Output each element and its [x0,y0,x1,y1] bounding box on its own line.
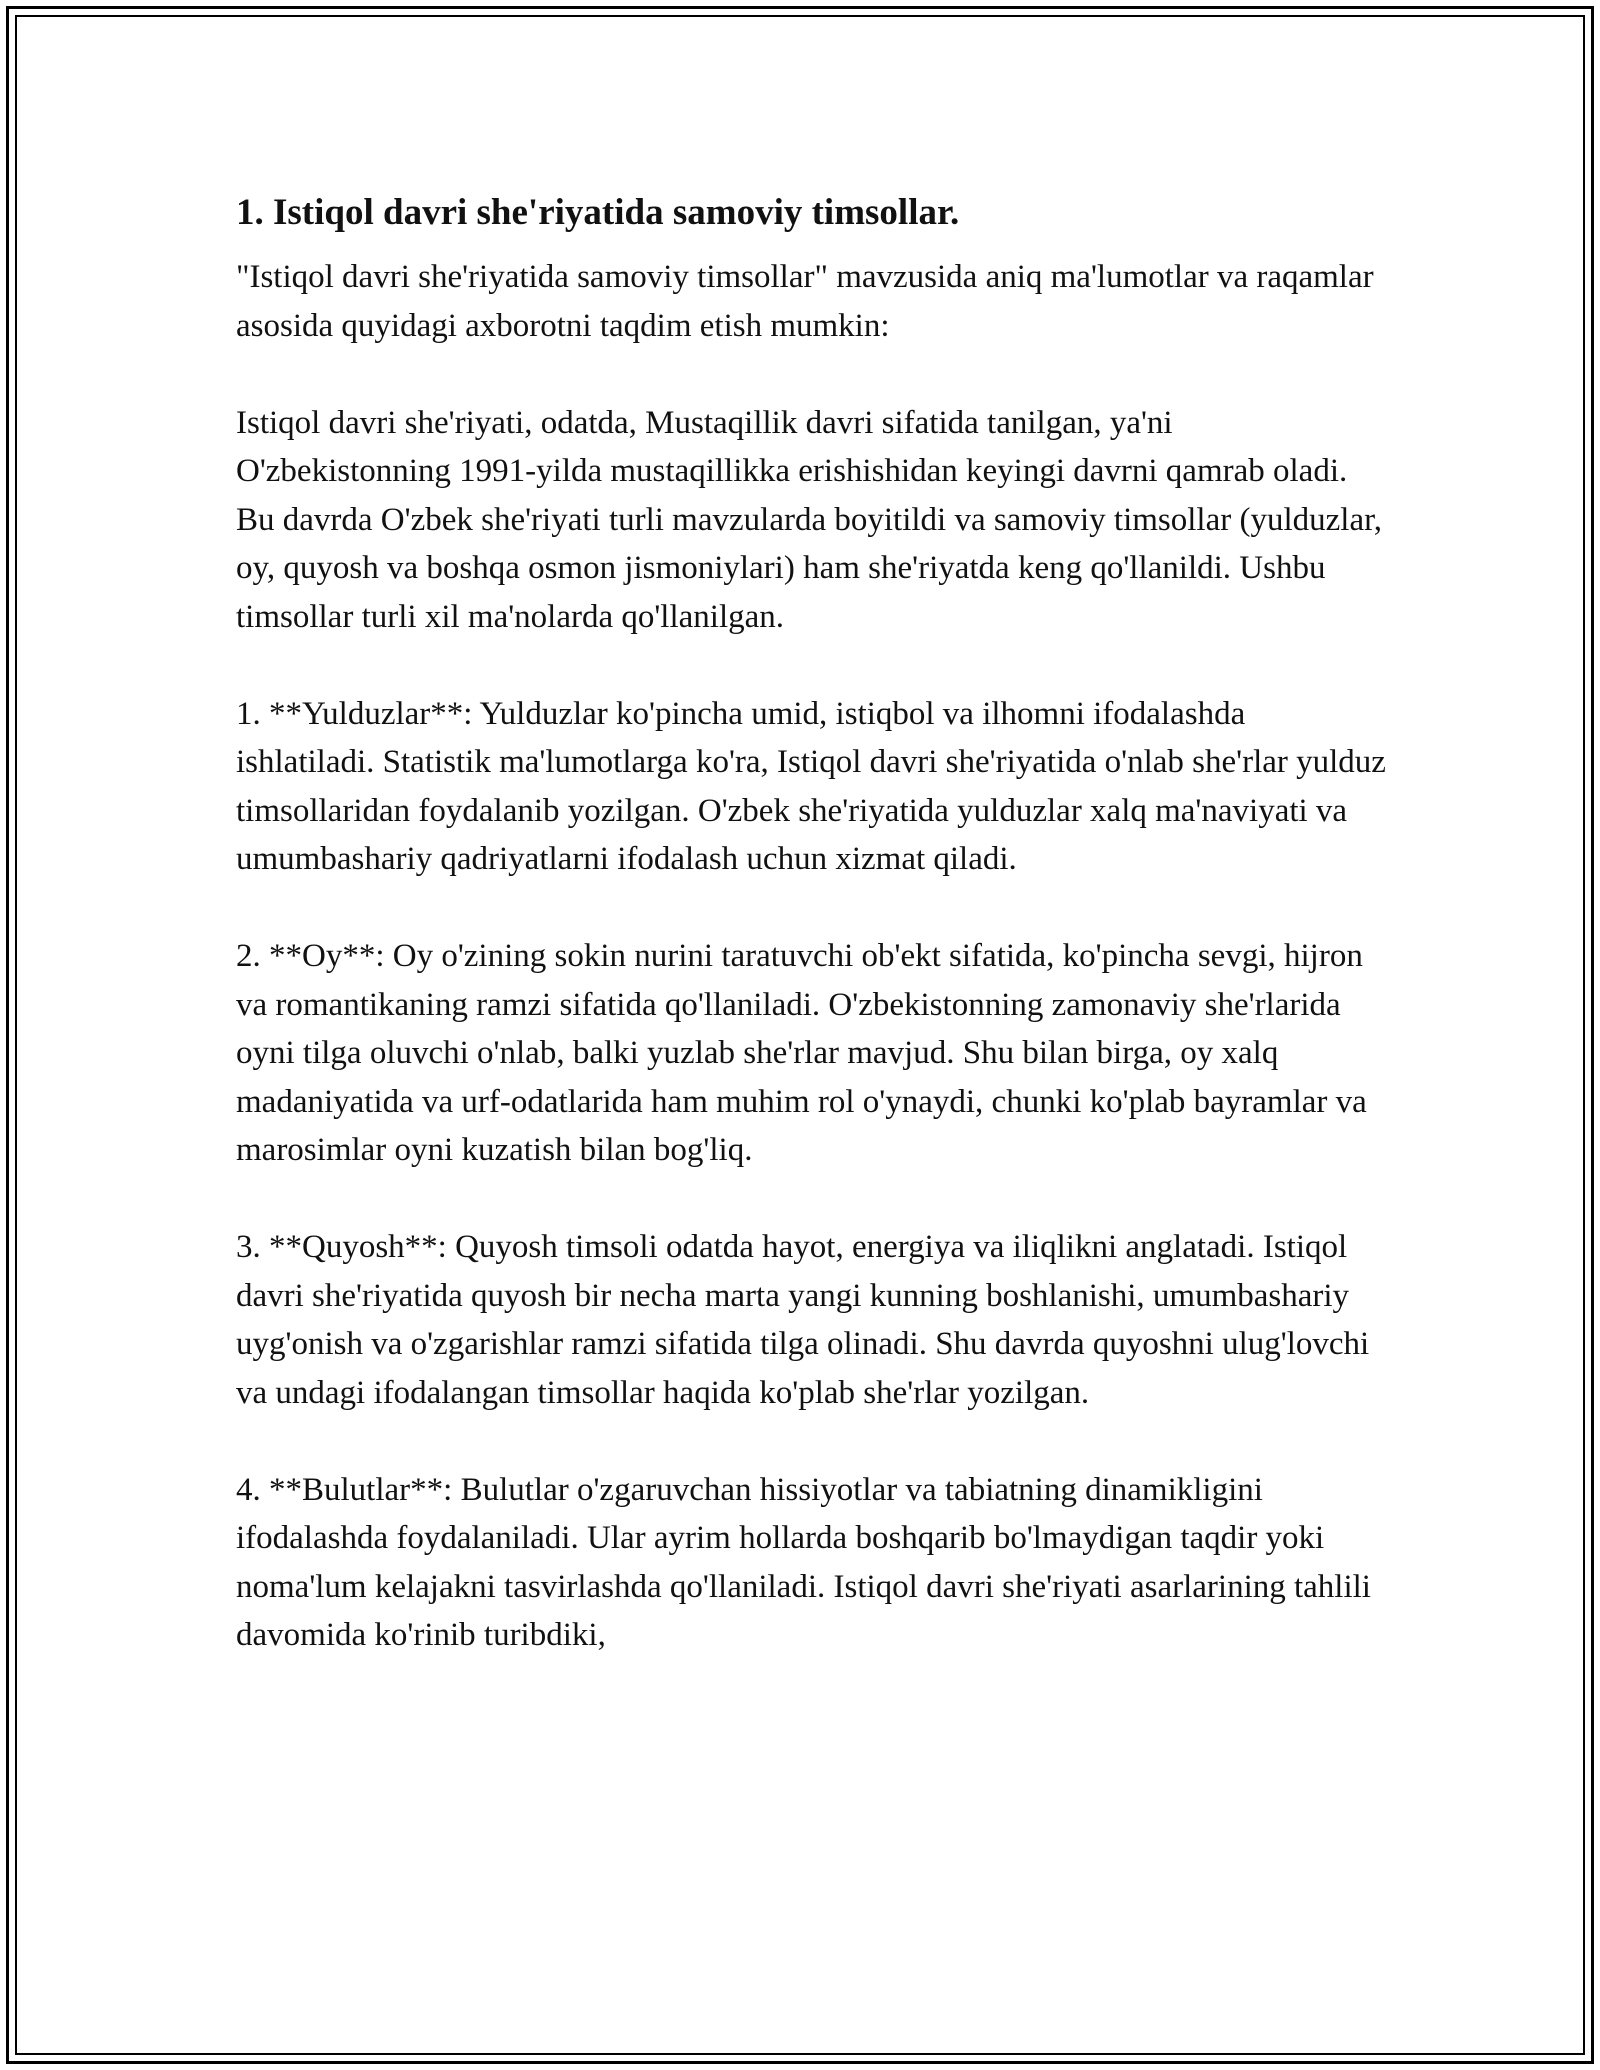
stars-paragraph: 1. **Yulduzlar**: Yulduzlar ko'pincha umid, istiqbol va ilhomni ifodalashda ishlatiladi. Statistik ma'lumotlarga ko'ra, Istiqol davri she'riyatida o'nlab she'rlar yulduz timsollaridan foydalanib yozilgan. O'zbek she'riyatida yulduzlar xalq ma'naviyati va umumbashariy qadriyatlarni ifodalash uchun xizmat qiladi. [236,695,1386,877]
context-paragraph: Istiqol davri she'riyati, odatda, Mustaqillik davri sifatida tanilgan, ya'ni O'zbekistonning 1991-yilda mustaqillikka erishishidan keyingi davrni qamrab oladi. Bu davrda O'zbek she'riyati turli mavzularda boyitildi va samoviy timsollar (yulduzlar, oy, quyosh va boshqa osmon jismoniylari) ham she'riyatda keng qo'llanildi. Ushbu timsollar turli xil ma'nolarda qo'llanilgan. [236,404,1383,635]
section-heading: 1. Istiqol davri she'riyatida samoviy timsollar. [236,192,960,233]
moon-paragraph: 2. **Oy**: Oy o'zining sokin nurini taratuvchi ob'ekt sifatida, ko'pincha sevgi, hijron va romantikaning ramzi sifatida qo'llaniladi. O'zbekistonning zamonaviy she'rlarida oyni tilga oluvchi o'nlab, balki yuzlab she'rlar mavjud. Shu bilan birga, oy xalq madaniyatida va urf-odatlarida ham muhim rol o'ynaydi, chunki ko'plab bayramlar va marosimlar oyni kuzatish bilan bog'liq. [236,938,1367,1168]
clouds-paragraph: 4. **Bulutlar**: Bulutlar o'zgaruvchan hissiyotlar va tabiatning dinamikligini ifodalashda foydalaniladi. Ular ayrim hollarda boshqarib bo'lmaydigan taqdir yoki noma'lum kelajakni tasvirlashda qo'llaniladi. Istiqol davri she'riyati asarlarining tahlili davomida ko'rinib turibdiki, [236,1471,1371,1653]
intro-paragraph: "Istiqol davri she'riyatida samoviy timsollar" mavzusida aniq ma'lumotlar va raqamlar asosida quyidagi axborotni taqdim etish mumkin: [236,259,1374,344]
document-body [236,185,1386,1708]
sun-paragraph: 3. **Quyosh**: Quyosh timsoli odatda hayot, energiya va iliqlikni anglatadi. Istiqol davri she'riyatida quyosh bir necha marta yangi kunning boshlanishi, umumbashariy uyg'onish va o'zgarishlar ramzi sifatida tilga olinadi. Shu davrda quyoshni ulug'lovchi va undagi ifodalangan timsollar haqida ko'plab she'rlar yozilgan. [236,1229,1370,1411]
